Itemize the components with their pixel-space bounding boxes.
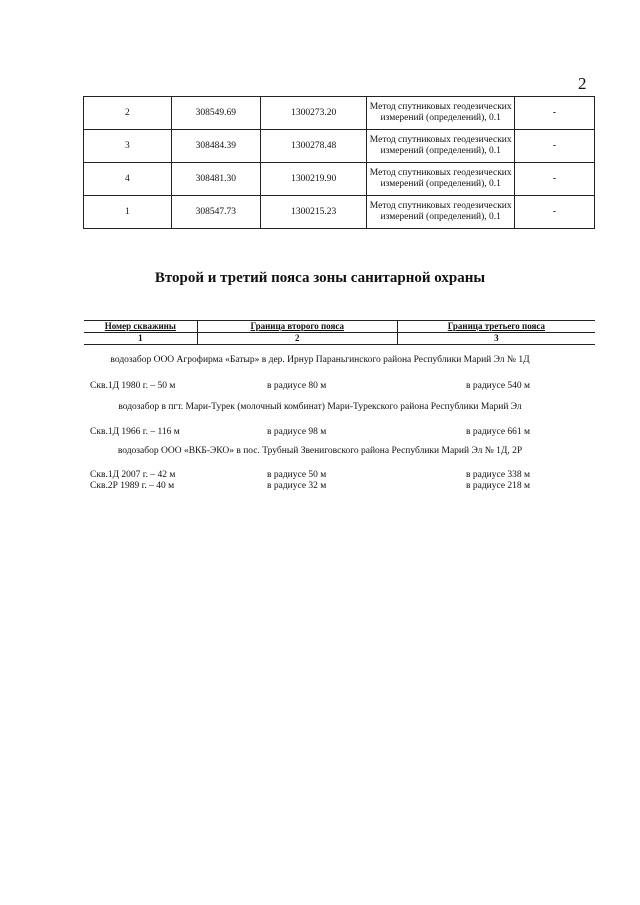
page-number: 2 — [578, 74, 587, 93]
header-third-belt: Граница третьего пояса — [397, 321, 595, 333]
second-belt-radius: в радиусе 50 м — [267, 470, 327, 480]
well-info: Скв.2Р 1989 г. – 40 м — [90, 481, 175, 491]
well-row — [90, 381, 610, 392]
coordinate-y: 1300219.90 — [260, 163, 367, 196]
extra-cell: - — [514, 196, 594, 229]
well-row — [90, 470, 610, 481]
intake-title: водозабор в пгт. Мари-Турек (молочный комбинат) Мари-Турекского района Республики Марий Эл — [118, 402, 522, 412]
sanitary-belts-table — [84, 320, 595, 345]
coordinate-y: 1300273.20 — [260, 97, 367, 130]
second-belt-radius: в радиусе 80 м — [267, 381, 327, 391]
extra-cell: - — [514, 163, 594, 196]
point-number: 1 — [84, 196, 172, 229]
coordinate-x: 308481.30 — [171, 163, 260, 196]
table-row — [84, 130, 595, 163]
second-belt-radius: в радиусе 32 м — [267, 481, 327, 491]
column-number: 1 — [84, 333, 197, 345]
header-second-belt: Граница второго пояса — [197, 321, 397, 333]
measurement-method: Метод спутниковых геодезических измерений (определений), 0.1 — [367, 130, 515, 163]
well-info: Скв.1Д 2007 г. – 42 м — [90, 470, 176, 480]
table-row — [84, 196, 595, 229]
coordinate-x: 308549.69 — [171, 97, 260, 130]
second-belt-radius: в радиусе 98 м — [267, 427, 327, 437]
section-title: Второй и третий пояса зоны санитарной охраны — [154, 270, 486, 286]
measurement-method: Метод спутниковых геодезических измерений (определений), 0.1 — [367, 97, 515, 130]
coordinates-table — [83, 96, 595, 229]
extra-cell: - — [514, 97, 594, 130]
table-header-row — [84, 321, 595, 333]
well-info: Скв.1Д 1966 г. – 116 м — [90, 427, 180, 437]
coordinate-y: 1300278.48 — [260, 130, 367, 163]
well-info: Скв.1Д 1980 г. – 50 м — [90, 381, 176, 391]
column-number: 2 — [197, 333, 397, 345]
well-row — [90, 481, 610, 492]
header-well-number: Номер скважины — [84, 321, 197, 333]
measurement-method: Метод спутниковых геодезических измерений (определений), 0.1 — [367, 196, 515, 229]
table-row — [84, 163, 595, 196]
intake-title: водозабор ООО Агрофирма «Батыр» в дер. Ирнур Параньгинского района Республики Марий Эл № 1Д — [110, 355, 530, 365]
coordinate-y: 1300215.23 — [260, 196, 367, 229]
point-number: 4 — [84, 163, 172, 196]
table-row — [84, 97, 595, 130]
point-number: 2 — [84, 97, 172, 130]
coordinate-x: 308484.39 — [171, 130, 260, 163]
measurement-method: Метод спутниковых геодезических измерений (определений), 0.1 — [367, 163, 515, 196]
third-belt-radius: в радиусе 218 м — [466, 481, 531, 491]
third-belt-radius: в радиусе 338 м — [466, 470, 531, 480]
third-belt-radius: в радиусе 540 м — [466, 381, 531, 391]
well-row — [90, 427, 610, 438]
intake-title: водозабор ООО «ВКБ-ЭКО» в пос. Трубный Звениговского района Республики Марий Эл № 1Д, 2Р — [117, 446, 523, 456]
coordinate-x: 308547.73 — [171, 196, 260, 229]
extra-cell: - — [514, 130, 594, 163]
point-number: 3 — [84, 130, 172, 163]
column-number-row — [84, 333, 595, 345]
third-belt-radius: в радиусе 661 м — [466, 427, 531, 437]
column-number: 3 — [397, 333, 595, 345]
